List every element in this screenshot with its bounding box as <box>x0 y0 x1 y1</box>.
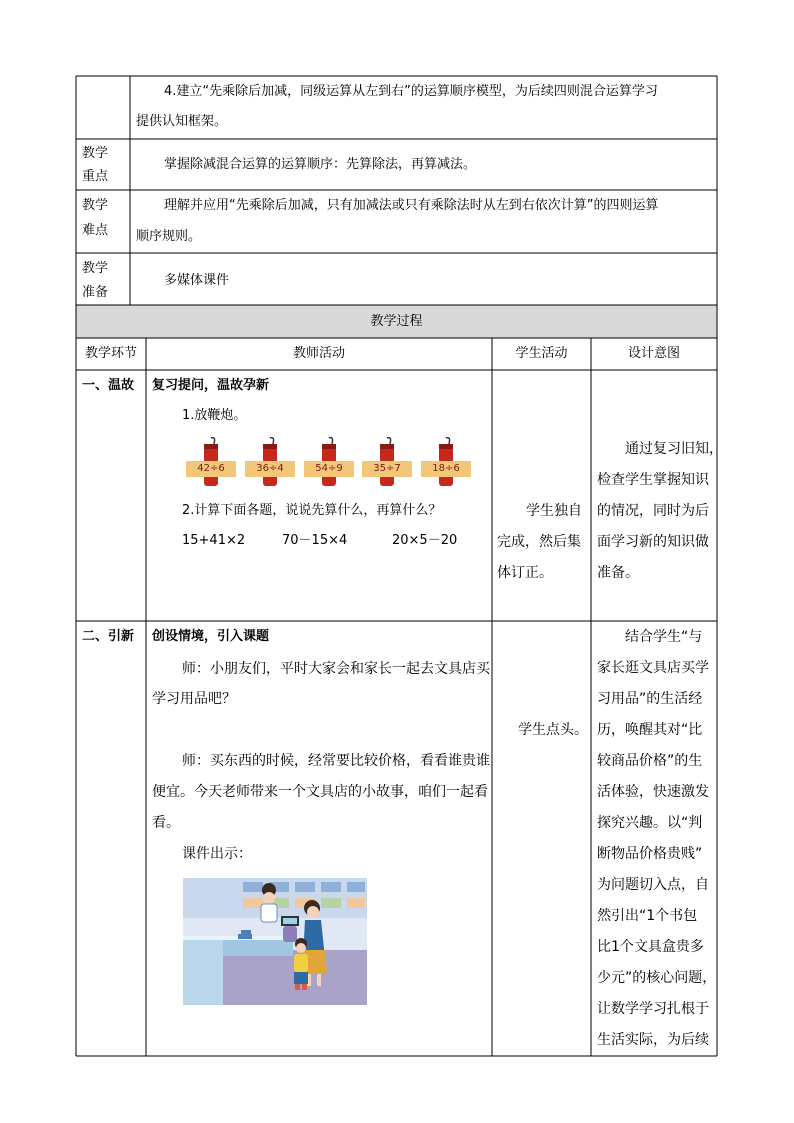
preparation-label-line2: 准备 <box>82 285 109 300</box>
section1-intent-line1: 通过复习旧知， <box>625 441 723 457</box>
objective-4-line1: 4.建立“先乘除后加减，同级运算从左到右”的运算顺序模型，为后续四则混合运算学习 <box>164 84 658 99</box>
section1-intent-line2: 检查学生掌握知识 <box>597 472 709 488</box>
shop-scene-image <box>183 878 367 1005</box>
section2-courseware: 课件出示： <box>182 846 252 862</box>
stationery-shop-illustration <box>183 878 367 1005</box>
section1-intent-line5: 准备。 <box>597 565 639 581</box>
section2-p2-line3: 看。 <box>152 815 180 831</box>
section2-intent-line3: 习用品”的生活经 <box>597 691 703 707</box>
firecracker-3 <box>304 436 354 488</box>
section1-item1: 1.放鞭炮。 <box>182 408 247 423</box>
section1-title: 复习提问，温故孕新 <box>152 378 270 393</box>
firecracker-4 <box>362 436 412 488</box>
section2-p1-line1: 师：小朋友们，平时大家会和家长一起去文具店买 <box>182 661 490 677</box>
column-header-intent: 设计意图 <box>627 346 680 361</box>
section2-intent-line11: 比1个文具盒贵多 <box>597 939 704 955</box>
preparation-label-line1: 教学 <box>82 261 109 276</box>
section1-student-line3: 体订正。 <box>497 565 553 581</box>
difficult-point-label-line2: 难点 <box>82 223 109 238</box>
section2-intent-line10: 然引出“1个书包 <box>597 908 698 924</box>
section2-intent-line5: 较商品价格”的生 <box>597 753 703 769</box>
section1-intent-line3: 的情况，同时为后 <box>597 503 709 519</box>
section2-intent-line7: 探究兴趣。以“判 <box>597 815 703 831</box>
section2-intent-line1: 结合学生“与 <box>625 629 703 645</box>
section2-p2-line1: 师：买东西的时候，经常要比较价格，看看谁贵谁 <box>182 753 490 769</box>
section2-intent-line8: 断物品价格贵贱” <box>597 846 703 862</box>
section2-title: 创设情境，引入课题 <box>152 629 270 644</box>
column-header-teacher: 教师活动 <box>292 346 345 361</box>
key-point-content: 掌握除减混合运算的运算顺序：先算除法，再算减法。 <box>164 157 477 172</box>
firecracker-2 <box>245 436 295 488</box>
key-point-label-line2: 重点 <box>82 169 109 184</box>
key-point-label-line1: 教学 <box>82 146 109 161</box>
section1-student-line2: 完成，然后集 <box>497 534 581 550</box>
problem-3: 20×5－20 <box>392 533 458 548</box>
firecracker-label: 18÷6 <box>421 461 471 477</box>
section2-student: 学生点头。 <box>518 722 588 738</box>
process-header: 教学过程 <box>370 314 423 329</box>
column-header-stage: 教学环节 <box>84 346 137 361</box>
section2-p2-line2: 便宜。今天老师带来一个文具店的小故事，咱们一起看 <box>152 784 488 800</box>
firecracker-label: 36÷4 <box>245 461 295 477</box>
section1-student-line1: 学生独自 <box>526 503 582 519</box>
preparation-content: 多媒体课件 <box>164 273 230 288</box>
section2-p1-line2: 学习用品吧？ <box>152 691 236 707</box>
difficult-point-content-line1: 理解并应用“先乘除后加减，只有加减法或只有乘除法时从左到右依次计算”的四则运算 <box>164 198 659 213</box>
section2-intent-line4: 历，唤醒其对“比 <box>597 722 703 738</box>
section2-stage: 二、引新 <box>82 629 135 644</box>
section1-intent-line4: 面学习新的知识做 <box>597 534 709 550</box>
section2-intent-line9: 为问题切入点，自 <box>597 877 709 893</box>
difficult-point-label-line1: 教学 <box>82 198 109 213</box>
firecracker-5 <box>421 436 471 488</box>
difficult-point-content-line2: 顺序规则。 <box>136 229 202 244</box>
problem-1: 15+41×2 <box>182 533 246 548</box>
firecracker-1 <box>186 436 236 488</box>
section2-intent-line2: 家长逛文具店买学 <box>597 660 709 676</box>
problem-2: 70－15×4 <box>282 533 348 548</box>
column-header-student: 学生活动 <box>515 346 568 361</box>
section2-intent-line13: 让数学学习扎根于 <box>597 1001 709 1017</box>
firecracker-label: 54÷9 <box>304 461 354 477</box>
section1-stage: 一、温故 <box>82 378 135 393</box>
section1-item2: 2.计算下面各题，说说先算什么，再算什么？ <box>182 503 442 518</box>
firecracker-label: 35÷7 <box>362 461 412 477</box>
firecracker-label: 42÷6 <box>186 461 236 477</box>
section2-intent-line12: 少元”的核心问题， <box>597 970 717 986</box>
objective-4-line2: 提供认知框架。 <box>136 114 228 129</box>
section2-intent-line6: 活体验，快速激发 <box>597 784 709 800</box>
section2-intent-line14: 生活实际，为后续 <box>597 1032 709 1048</box>
